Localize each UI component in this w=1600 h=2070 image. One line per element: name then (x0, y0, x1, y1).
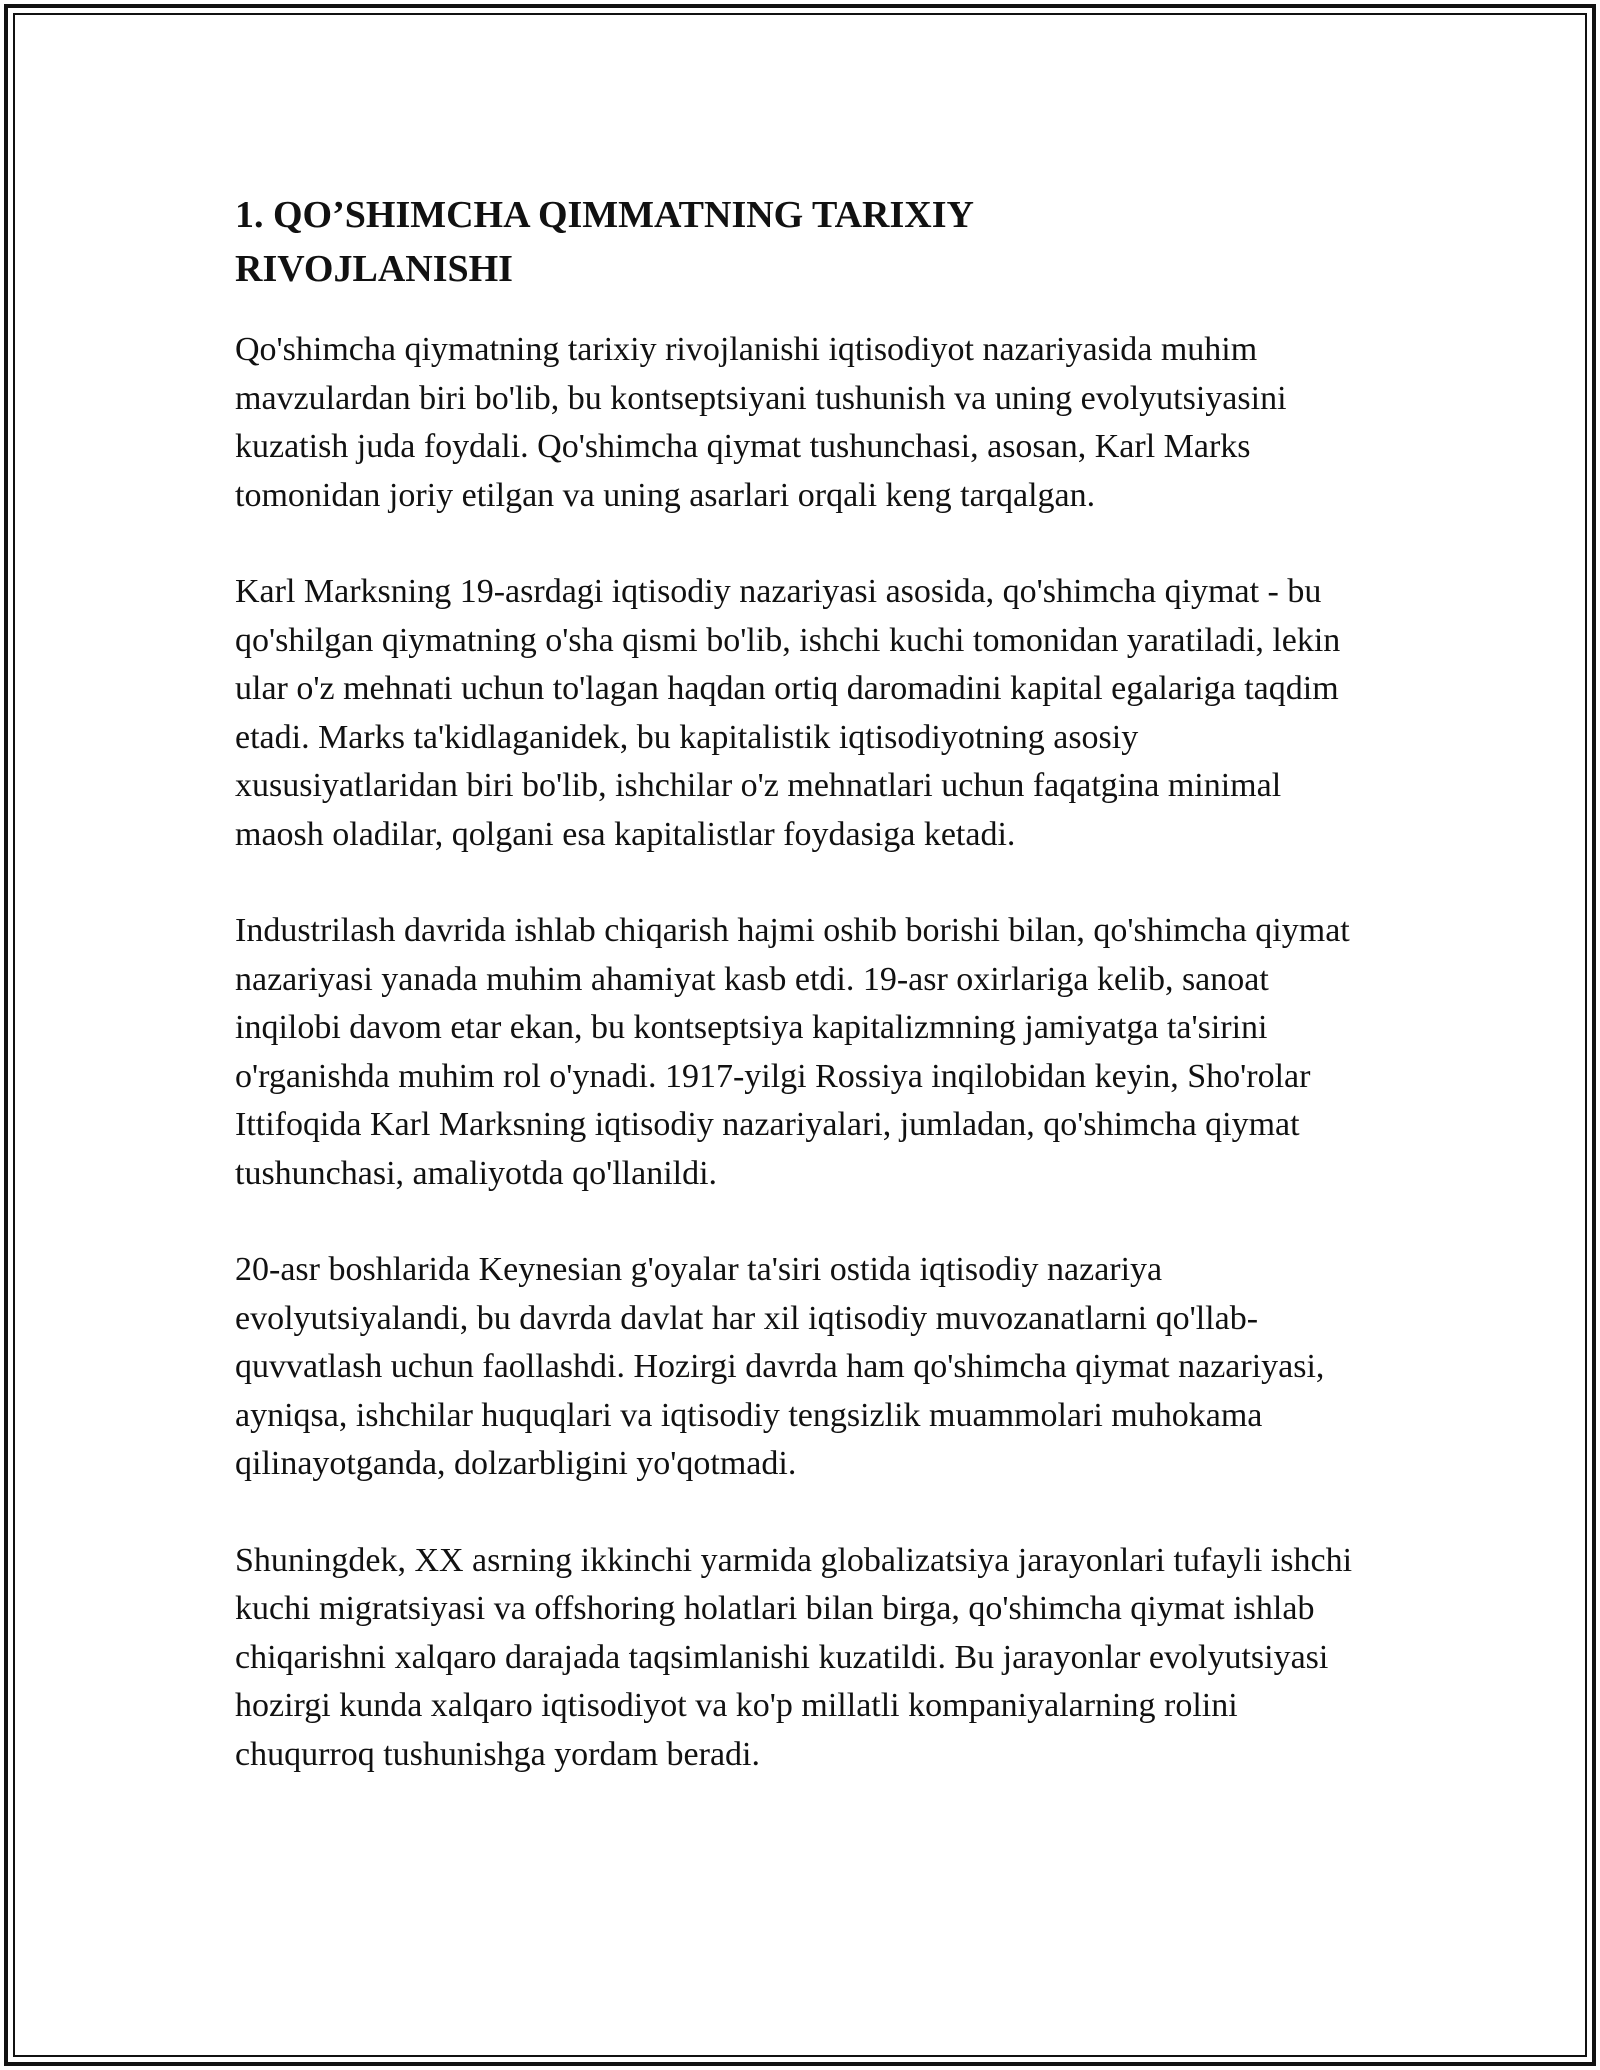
paragraph-1: Qo'shimcha qiymatning tarixiy rivojlanishi iqtisodiyot nazariyasida muhim mavzulardan biri bo'lib, bu kontseptsiyani tushunish va uning evolyutsiyasini kuzatish juda foydali. Qo'shimcha qiymat tushunchasi, asosan, Karl Marks tomonidan joriy etilgan va uning asarlari orqali keng tarqalgan. (235, 331, 1287, 514)
document-title-line-2: RIVOJLANISHI (235, 248, 513, 290)
paragraph-3: Industrilash davrida ishlab chiqarish hajmi oshib borishi bilan, qo'shimcha qiymat nazariyasi yanada muhim ahamiyat kasb etdi. 19-asr oxirlariga kelib, sanoat inqilobi davom etar ekan, bu kontseptsiya kapitalizmning jamiyatga ta'sirini o'rganishda muhim rol o'ynadi. 1917-yilgi Rossiya inqilobidan keyin, Sho'rolar Ittifoqida Karl Marksning iqtisodiy nazariyalari, jumladan, qo'shimcha qiymat tushunchasi, amaliyotda qo'llanildi. (235, 912, 1350, 1192)
paragraph-4: 20-asr boshlarida Keynesian g'oyalar ta'siri ostida iqtisodiy nazariya evolyutsiyalandi, bu davrda davlat har xil iqtisodiy muvozanatlarni qo'llab-quvvatlash uchun faollashdi. Hozirgi davrda ham qo'shimcha qiymat nazariyasi, ayniqsa, ishchilar huquqlari va iqtisodiy tengsizlik muammolari muhokama qilinayotganda, dolzarbligini yo'qotmadi. (235, 1251, 1325, 1482)
paragraph-5: Shuningdek, XX asrning ikkinchi yarmida globalizatsiya jarayonlari tufayli ishchi kuchi migratsiyasi va offshoring holatlari bilan birga, qo'shimcha qiymat ishlab chiqarishni xalqaro darajada taqsimlanishi kuzatildi. Bu jarayonlar evolyutsiyasi hozirgi kunda xalqaro iqtisodiyot va ko'p millatli kompaniyalarning rolini chuqurroq tushunishga yordam beradi. (235, 1541, 1353, 1773)
document-body (235, 188, 1365, 1827)
paragraph-2: Karl Marksning 19-asrdagi iqtisodiy nazariyasi asosida, qo'shimcha qiymat - bu qo'shilgan qiymatning o'sha qismi bo'lib, ishchi kuchi tomonidan yaratiladi, lekin ular o'z mehnati uchun to'lagan haqdan ortiq daromadini kapital egalariga taqdim etadi. Marks ta'kidlaganidek, bu kapitalistik iqtisodiyotning asosiy xususiyatlaridan biri bo'lib, ishchilar o'z mehnatlari uchun faqatgina minimal maosh oladilar, qolgani esa kapitalistlar foydasiga ketadi. (235, 573, 1341, 853)
document-title (235, 188, 1365, 296)
document-title-line-1: 1. QO’SHIMCHA QIMMATNING TARIXIY (235, 194, 974, 236)
